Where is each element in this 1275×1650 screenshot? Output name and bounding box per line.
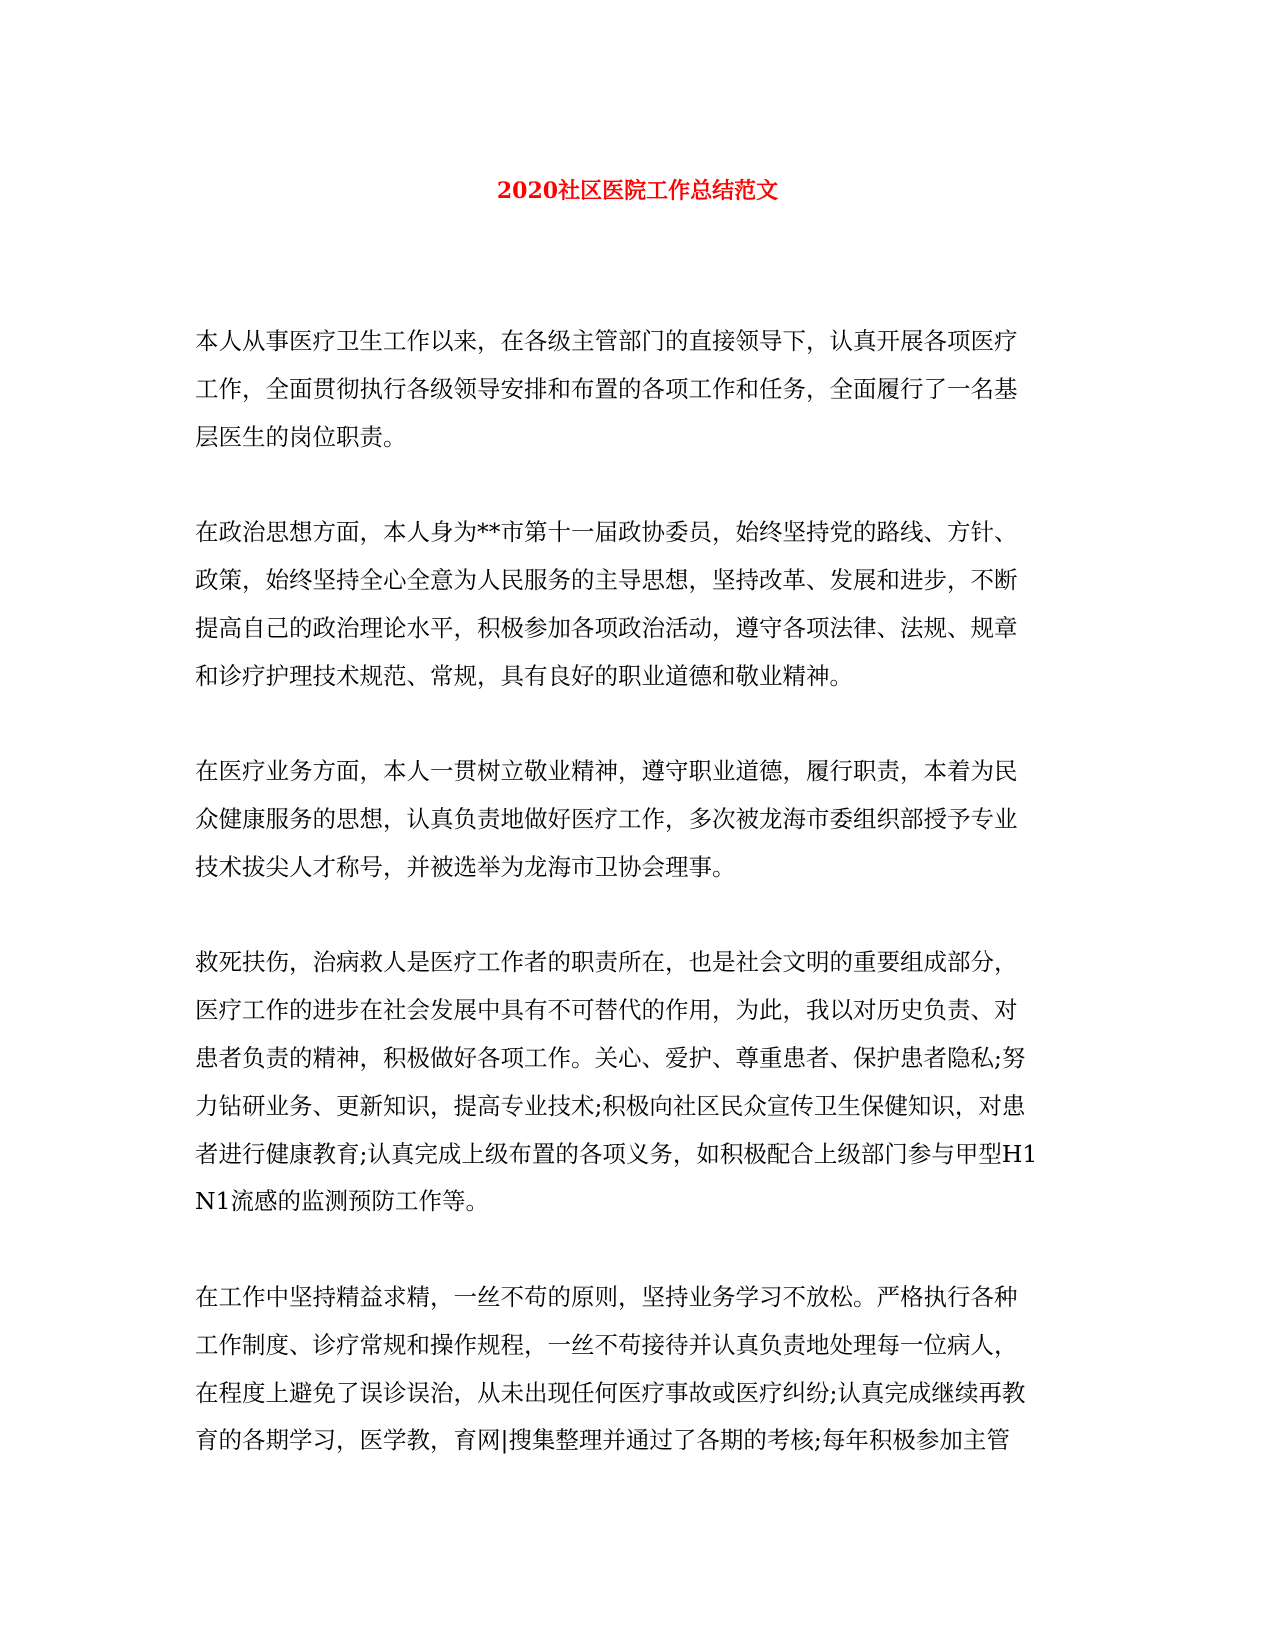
document-body	[195, 318, 1085, 1513]
paragraph-duty: 救死扶伤，治病救人是医疗工作者的职责所在，也是社会文明的重要组成部分， 医疗工作的进步在社会发展中具有不可替代的作用，为此，我以对历史负责、对 患者负责的精神，积极做好各项工作。关心、爱护、尊重患者、保护患者隐私;努 力钻研业务、更新知识，提高专业技术;积极向社区民众宣传卫生保健知识，对患 者进行健康教育;认真完成上级布置的各项义务，如积极配合上级部门参与甲型H1 N1流感的监测预防工作等。	[195, 948, 1038, 1216]
paragraph-work-principles: 在工作中坚持精益求精，一丝不苟的原则，坚持业务学习不放松。严格执行各种 工作制度、诊疗常规和操作规程，一丝不苟接待并认真负责地处理每一位病人， 在程度上避免了误诊误治，从未出现任何医疗事故或医疗纠纷;认真完成继续再教 育的各期学习，医学教，育网|搜集整理并通过了各期的考核;每年积极参加主管	[195, 1282, 1026, 1455]
paragraph-intro: 本人从事医疗卫生工作以来，在各级主管部门的直接领导下，认真开展各项医疗 工作，全面贯彻执行各级领导安排和布置的各项工作和任务，全面履行了一名基 层医生的岗位职责。	[195, 327, 1018, 451]
document-title: 2020社区医院工作总结范文	[496, 178, 779, 204]
paragraph-medical-business: 在医疗业务方面，本人一贯树立敬业精神，遵守职业道德，履行职责，本着为民 众健康服务的思想，认真负责地做好医疗工作，多次被龙海市委组织部授予专业 技术拔尖人才称号，并被选举为龙海市卫协会理事。	[195, 757, 1018, 881]
paragraph-political: 在政治思想方面，本人身为**市第十一届政协委员，始终坚持党的路线、方针、 政策，始终坚持全心全意为人民服务的主导思想，坚持改革、发展和进步，不断 提高自己的政治理论水平，积极参加各项政治活动，遵守各项法律、法规、规章 和诊疗护理技术规范、常规，具有良好的职业道德和敬业精神。	[195, 518, 1018, 690]
